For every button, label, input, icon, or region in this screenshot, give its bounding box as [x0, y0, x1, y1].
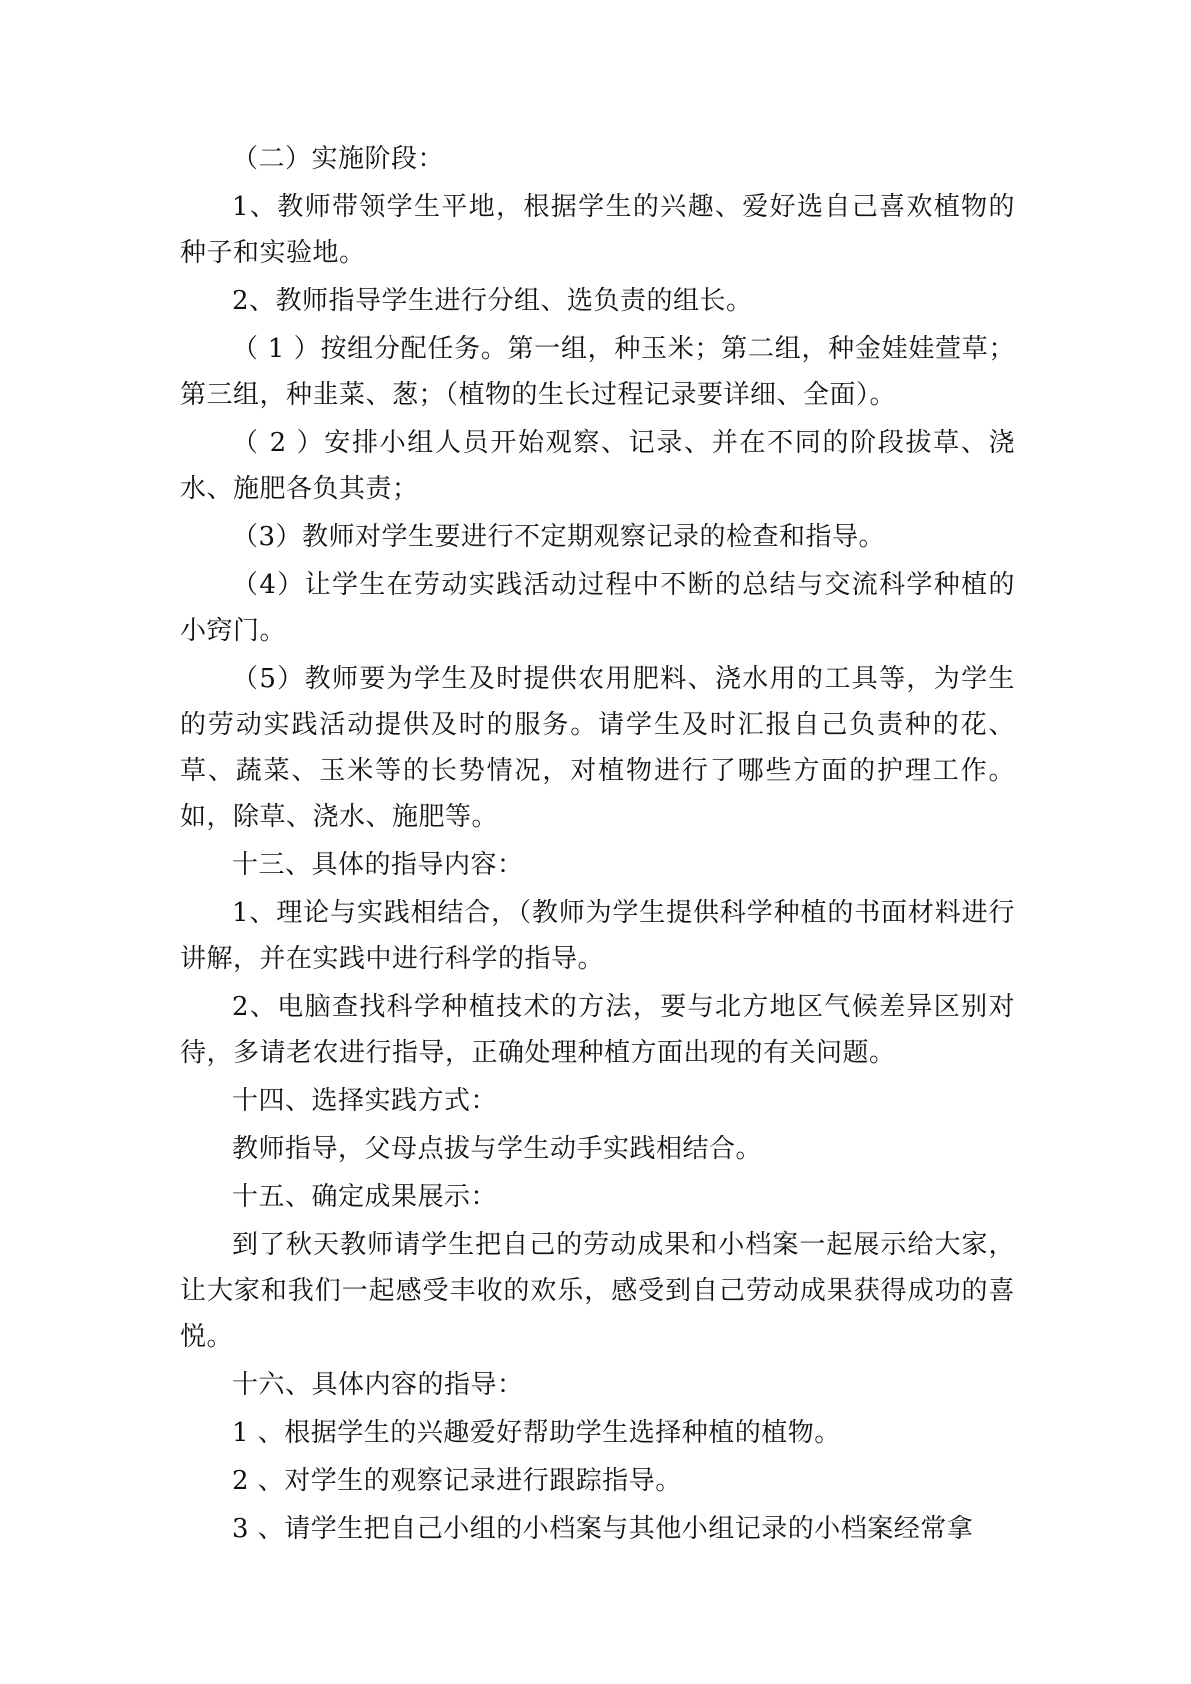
- paragraph: （5）教师要为学生及时提供农用肥料、浇水用的工具等，为学生的劳动实践活动提供及时的服务。请学生及时汇报自己负责种的花、草、蔬菜、玉米等的长势情况，对植物进行了哪些方面的护理工作。如，除草、浇水、施肥等。: [180, 664, 1015, 832]
- paragraph: 到了秋天教师请学生把自己的劳动成果和小档案一起展示给大家，让大家和我们一起感受丰收的欢乐，感受到自己劳动成果获得成功的喜悦。: [180, 1230, 1015, 1352]
- paragraph: 2、电脑查找科学种植技术的方法，要与北方地区气候差异区别对待，多请老农进行指导，正确处理种植方面出现的有关问题。: [180, 992, 1015, 1068]
- paragraph: 1、教师带领学生平地，根据学生的兴趣、爱好选自己喜欢植物的种子和实验地。: [180, 192, 1015, 268]
- section-heading-implementation: （二）实施阶段：: [232, 144, 445, 174]
- paragraph: 2、教师指导学生进行分组、选负责的组长。: [232, 286, 753, 316]
- paragraph: （ 1 ）按组分配任务。第一组，种玉米；第二组，种金娃娃萱草；第三组，种韭菜、葱；（植物的生长过程记录要详细、全面）。: [180, 334, 1015, 410]
- section-heading-results: 十五、确定成果展示：: [232, 1182, 498, 1212]
- paragraph: 教师指导，父母点拔与学生动手实践相结合。: [232, 1134, 763, 1164]
- section-heading-guidance: 十三、具体的指导内容：: [232, 850, 524, 880]
- section-heading-practice-method: 十四、选择实践方式：: [232, 1086, 498, 1116]
- paragraph: （3）教师对学生要进行不定期观察记录的检查和指导。: [232, 522, 886, 552]
- paragraph: （ 2 ）安排小组人员开始观察、记录、并在不同的阶段拔草、浇水、施肥各负其责；: [180, 428, 1015, 504]
- paragraph: 2 、对学生的观察记录进行跟踪指导。: [232, 1466, 682, 1496]
- document-body: [180, 136, 1015, 1552]
- paragraph: 1、理论与实践相结合，（教师为学生提供科学种植的书面材料进行讲解，并在实践中进行科学的指导。: [180, 898, 1015, 974]
- paragraph: （4）让学生在劳动实践活动过程中不断的总结与交流科学种植的小窍门。: [180, 570, 1015, 646]
- paragraph: 1 、根据学生的兴趣爱好帮助学生选择种植的植物。: [232, 1418, 841, 1448]
- section-heading-content-guidance: 十六、具体内容的指导：: [232, 1370, 524, 1400]
- paragraph: 3 、请学生把自己小组的小档案与其他小组记录的小档案经常拿: [232, 1514, 974, 1544]
